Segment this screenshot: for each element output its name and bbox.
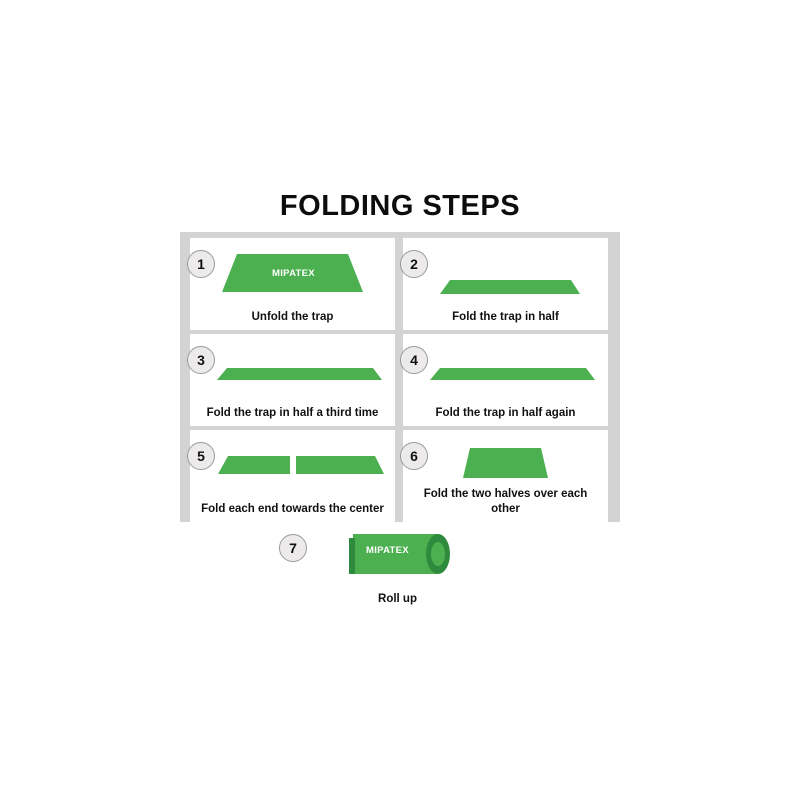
step-card-5	[190, 430, 395, 522]
step-illustration-6	[403, 430, 608, 492]
step-badge-5: 5	[187, 442, 215, 470]
tarp-shape-ends-folded	[190, 430, 395, 492]
step-illustration-7	[291, 526, 504, 584]
step-caption-4: Fold the trap in half again	[435, 406, 576, 419]
step-badge-1: 1	[187, 250, 215, 278]
step-caption-5: Fold each end towards the center	[201, 502, 384, 515]
step-illustration-3	[190, 334, 395, 396]
step-caption-2: Fold the trap in half	[452, 310, 559, 323]
tarp-shape-halves-over	[403, 430, 608, 492]
step-badge-6: 6	[400, 442, 428, 470]
step-caption-1: Unfold the trap	[251, 310, 334, 323]
step-card-3	[190, 334, 395, 426]
step-card-7	[291, 526, 504, 612]
step-caption-3: Fold the trap in half a third time	[206, 406, 379, 419]
tarp-brand-label-7: MIPATEX	[366, 545, 409, 556]
step-illustration-1	[190, 238, 395, 300]
tarp-shape-half	[403, 238, 608, 300]
step-card-1	[190, 238, 395, 330]
step-illustration-2	[403, 238, 608, 300]
step-caption-7: Roll up	[378, 592, 417, 605]
step-illustration-5	[190, 430, 395, 492]
step-illustration-4	[403, 334, 608, 396]
step-card-4	[403, 334, 608, 426]
step-badge-3: 3	[187, 346, 215, 374]
step-card-2	[403, 238, 608, 330]
tarp-brand-label-1: MIPATEX	[272, 268, 315, 279]
tarp-shape-fourth-fold	[403, 334, 608, 396]
step-card-6	[403, 430, 608, 522]
page-title: FOLDING STEPS	[279, 190, 521, 222]
step-badge-4: 4	[400, 346, 428, 374]
step-badge-2: 2	[400, 250, 428, 278]
step-badge-7: 7	[279, 534, 307, 562]
tarp-shape-third-fold	[190, 334, 395, 396]
step-caption-6: Fold the two halves over each other	[423, 488, 588, 515]
